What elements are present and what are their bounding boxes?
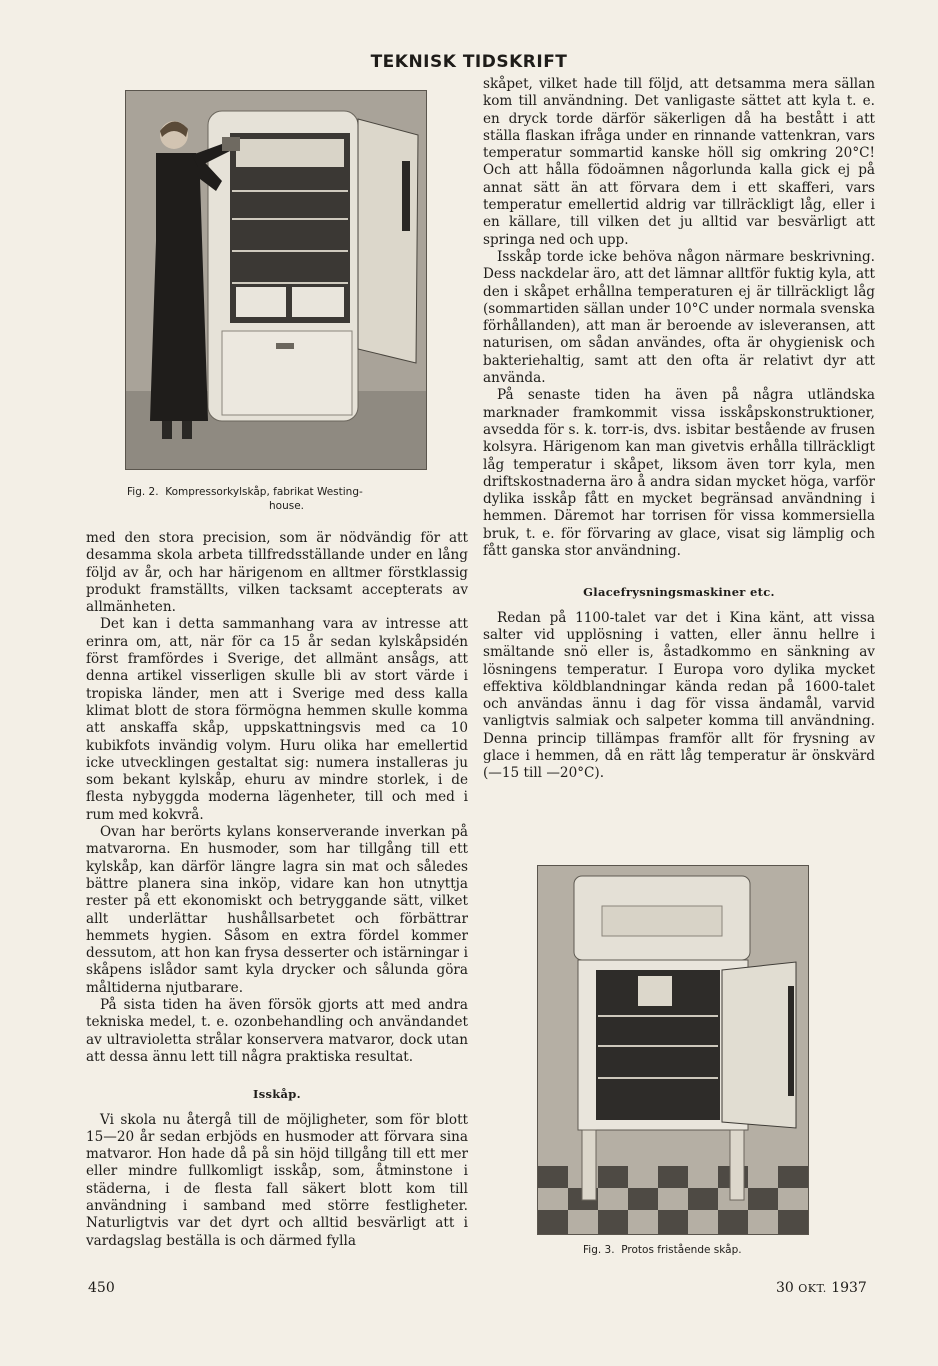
figure-2-label: Fig. 2. bbox=[127, 486, 159, 498]
journal-title: TEKNISK TIDSKRIFT bbox=[370, 52, 568, 72]
figure-3-label: Fig. 3. bbox=[583, 1244, 615, 1256]
section-heading-glace: Glacefrysningsmaskiner etc. bbox=[583, 585, 775, 600]
right-column bbox=[483, 76, 875, 783]
issue-date bbox=[776, 1280, 867, 1296]
figure-3-photo bbox=[537, 865, 809, 1235]
left-paragraph-5: Vi skola nu återgå till de möjligheter, som för blott 15—20 år sedan erbjöds en husmoder att förvara sina matvaror. Hon hade då på sin höjd tillgång till ett mer eller mindre fullkomligt isskåp, som, åtminstone i städerna, i de flesta fall säkert blott kom till användning i samband med större festligheter. Naturligtvis var det dyrt och alltid besvärligt att i vardagslag beställa is och därmed fylla bbox=[86, 1111, 468, 1249]
issue-date-month: OKT. bbox=[798, 1282, 827, 1295]
figure-2-caption bbox=[127, 485, 432, 513]
right-paragraph-1: skåpet, vilket hade till följd, att detsamma mera sällan kom till användning. Det vanligaste sättet att kyla t. e. en dryck torde därför säkerligen då ha bestått i att ställa flaskan ifråga under en rinnande vattenkran, vars temperatur sommartid kanske höll sig omkring 20°C! Och att hålla födoämnen någorlunda kalla gick ej på annat sätt än att förvara dem i ett skafferi, vars temperatur emellertid aldrig var tillräckligt låg, eller i en källare, till vilken det ju alltid var besvärligt att springa ned och upp. bbox=[483, 76, 875, 248]
issue-date-year: 1937 bbox=[831, 1280, 867, 1296]
left-column bbox=[86, 530, 468, 1250]
page-number: 450 bbox=[88, 1280, 115, 1296]
right-paragraph-4: Redan på 1100-talet var det i Kina känt, att vissa salter vid upplösning i vatten, eller ännu hellre i smältande snö eller is, åstadkommo en sänkning av lösningens temperatur. I Europa voro dylika mycket effektiva köldblandningar kända redan på 1600-talet och användas ännu i dag för vissa ändamål, varvid vanligtvis salmiak och salpeter komma till användning. Denna princip tillämpas framför allt för frysning av glace i hemmen, då en rätt låg temperatur är önskvärd (—15 till —20°C). bbox=[483, 609, 875, 782]
figure-3-caption bbox=[583, 1243, 803, 1257]
fridge-woman-illustration bbox=[126, 91, 426, 469]
left-paragraph-2: Det kan i detta sammanhang vara av intresse att erinra om, att, när för ca 15 år sedan kylskåpsidén först framfördes i Sverige, det allmänt ansågs, att denna artikel visserligen skulle bli av stort värde i tropiska länder, men att i Sverige med dess kalla klimat blott de stora förmögna hemmen skulle komma att anskaffa skåp, uppskattningsvis med ca 10 kubikfots invändig volym. Huru olika har emellertid icke utvecklingen gestaltat sig: numera installeras ju som bekant kylskåp, ehuru av mindre storlek, i de flesta nybyggda moderna lägenheter, till och med i rum med kokvrå. bbox=[86, 616, 468, 823]
figure-2-caption-line2: house. bbox=[269, 500, 305, 512]
figure-2-photo bbox=[125, 90, 427, 470]
section-heading-isskap: Isskåp. bbox=[253, 1087, 301, 1102]
left-paragraph-3: Ovan har berörts kylans konserverande inverkan på matvarorna. En husmoder, som har tillgång till ett kylskåp, kan därför längre lagra sin mat och således bättre planera sina inköp, vidare kan hon utnyttja rester på ett ekonomiskt och betryggande sätt, vilket allt underlättar hushållsarbetet och förbättrar hemmets hygien. Såsom en extra fördel kommer dessutom, att hon kan frysa desserter och istärningar i skåpens islådor samt kyla drycker och sålunda göra måltiderna njutbarare. bbox=[86, 824, 468, 996]
figure-2-caption-line1: Kompressorkylskåp, fabrikat Westing- bbox=[165, 486, 363, 498]
freestanding-fridge-illustration bbox=[538, 866, 808, 1234]
issue-date-day: 30 bbox=[776, 1280, 794, 1296]
right-paragraph-3: På senaste tiden ha även på några utländska marknader framkommit vissa isskåpskonstruktioner, avsedda för s. k. torr-is, dvs. isbitar bestående av frusen kolsyra. Härigenom kan man givetvis erhålla tillräckligt låg temperatur i skåpet, liksom även torr kyla, men driftskostnaderna äro å andra sidan mycket höga, varför dylika isskåp fått en mycket begränsad användning i hemmen. Däremot har torrisen för vissa kommersiella bruk, t. e. för förvaring av glace, visat sig lämplig och fått ganska stor användning. bbox=[483, 387, 875, 560]
right-paragraph-2: Isskåp torde icke behöva någon närmare beskrivning. Dess nackdelar äro, att det lämnar alltför fuktig kyla, att den i skåpet erhållna temperaturen ej är tillräckligt låg (sommartiden sällan under 10°C under normala svenska förhållanden), att man är beroende av isleveransen, att naturisen, om sådan användes, ofta är ohygienisk och bakteriehaltig, samt att den ofta är relativt dyr att använda. bbox=[483, 248, 875, 387]
left-paragraph-4: På sista tiden ha även försök gjorts att med andra tekniska medel, t. e. ozonbehandling och användandet av ultravioletta strålar konservera matvaror, dock utan att dessa ännu lett till några praktiska resultat. bbox=[86, 997, 468, 1065]
left-paragraph-1: med den stora precision, som är nödvändig för att desamma skola arbeta tillfredsställande under en lång följd av år, och har härigenom en alltmer förstklassig produkt framställts, vilken tacksamt accepterats av allmänheten. bbox=[86, 530, 468, 616]
figure-3-caption-text: Protos fristående skåp. bbox=[621, 1244, 742, 1256]
